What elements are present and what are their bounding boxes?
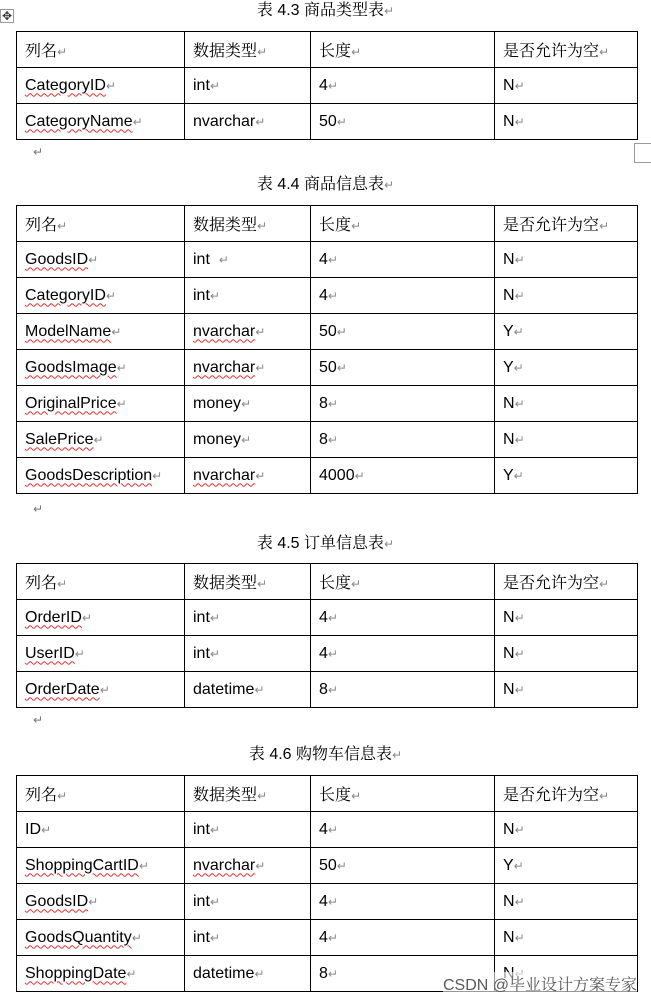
table-row: [17, 242, 638, 278]
caption-table-4-6: [0, 745, 651, 765]
table-4-6: [16, 775, 638, 992]
table-cell[interactable]: GoodsID↵: [17, 242, 185, 278]
table-cell[interactable]: 50↵: [311, 314, 495, 350]
table-cell[interactable]: nvarchar↵: [185, 458, 311, 494]
table-cell[interactable]: UserID↵: [17, 636, 185, 672]
table-cell[interactable]: N↵: [495, 884, 638, 920]
header-cell[interactable]: 列名↵: [17, 564, 185, 600]
header-cell[interactable]: 长度↵: [311, 206, 495, 242]
header-cell[interactable]: 数据类型↵: [185, 564, 311, 600]
table-cell[interactable]: GoodsID↵: [17, 884, 185, 920]
table-row: [17, 458, 638, 494]
paragraph-mark: ↵: [384, 178, 395, 192]
table-cell[interactable]: 8↵: [311, 386, 495, 422]
table-cell[interactable]: OrderDate↵: [17, 672, 185, 708]
table-cell[interactable]: nvarchar↵: [185, 104, 311, 140]
header-cell[interactable]: 数据类型↵: [185, 206, 311, 242]
table-cell[interactable]: 4↵: [311, 600, 495, 636]
table-cell[interactable]: OrderID↵: [17, 600, 185, 636]
table-cell[interactable]: N↵: [495, 278, 638, 314]
header-cell[interactable]: 是否允许为空↵: [495, 776, 638, 812]
table-header-row: [17, 206, 638, 242]
table-header-row: [17, 32, 638, 68]
header-cell[interactable]: 是否允许为空↵: [495, 32, 638, 68]
table-cell[interactable]: ShoppingDate↵: [17, 956, 185, 992]
table-cell[interactable]: N↵: [495, 600, 638, 636]
table-cell[interactable]: 4↵: [311, 278, 495, 314]
caption-text: 表 4.6 购物车信息表: [248, 746, 393, 763]
table-cell[interactable]: int↵: [185, 600, 311, 636]
table-cell[interactable]: N↵: [495, 68, 638, 104]
table-cell[interactable]: N↵: [495, 672, 638, 708]
table-cell[interactable]: Y↵: [495, 350, 638, 386]
end-of-row-marker: [634, 143, 651, 163]
caption-table-4-4: [0, 175, 651, 195]
table-cell[interactable]: nvarchar↵: [185, 848, 311, 884]
table-row: [17, 386, 638, 422]
table-cell[interactable]: SalePrice↵: [17, 422, 185, 458]
table-cell[interactable]: Y↵: [495, 848, 638, 884]
caption-text: 表 4.5 订单信息表: [256, 535, 385, 552]
table-4-3: [16, 31, 638, 140]
caption-text: 表 4.4 商品信息表: [256, 176, 385, 193]
table-row: [17, 848, 638, 884]
table-cell[interactable]: datetime↵: [185, 956, 311, 992]
table-cell[interactable]: 8↵: [311, 672, 495, 708]
table-cell[interactable]: 4↵: [311, 920, 495, 956]
table-cell[interactable]: int↵: [185, 812, 311, 848]
table-cell[interactable]: N↵: [495, 920, 638, 956]
watermark: CSDN @毕业设计方案专家: [443, 972, 637, 995]
table-cell[interactable]: 50↵: [311, 848, 495, 884]
header-cell[interactable]: 列名↵: [17, 206, 185, 242]
table-4-4: [16, 205, 638, 494]
table-cell[interactable]: 4000↵: [311, 458, 495, 494]
table-cell[interactable]: N↵: [495, 104, 638, 140]
table-cell[interactable]: ID↵: [17, 812, 185, 848]
table-row: [17, 636, 638, 672]
table-cell[interactable]: GoodsQuantity↵: [17, 920, 185, 956]
table-row: [17, 600, 638, 636]
table-cell[interactable]: CategoryID↵: [17, 68, 185, 104]
table-cell[interactable]: 8↵: [311, 956, 495, 992]
table-cell[interactable]: Y↵: [495, 458, 638, 494]
empty-paragraph: ↵: [33, 502, 44, 516]
table-cell[interactable]: 4↵: [311, 812, 495, 848]
table-cell[interactable]: CategoryName↵: [17, 104, 185, 140]
table-cell[interactable]: OriginalPrice↵: [17, 386, 185, 422]
table-row: [17, 422, 638, 458]
table-cell[interactable]: 50↵: [311, 104, 495, 140]
table-row: [17, 278, 638, 314]
table-row: [17, 314, 638, 350]
table-header-row: [17, 564, 638, 600]
empty-paragraph: ↵: [33, 713, 44, 727]
table-move-handle-icon[interactable]: ✥: [1, 9, 13, 23]
table-row: [17, 672, 638, 708]
caption-table-4-3: [0, 1, 651, 21]
table-cell[interactable]: 4↵: [311, 242, 495, 278]
table-cell[interactable]: nvarchar↵: [185, 350, 311, 386]
table-row: [17, 920, 638, 956]
table-cell[interactable]: 4↵: [311, 636, 495, 672]
table-row: [17, 68, 638, 104]
table-cell[interactable]: N↵: [495, 422, 638, 458]
table-cell[interactable]: ModelName↵: [17, 314, 185, 350]
table-cell[interactable]: 50↵: [311, 350, 495, 386]
table-cell[interactable]: N↵: [495, 812, 638, 848]
table-cell[interactable]: 4↵: [311, 68, 495, 104]
table-cell[interactable]: N↵: [495, 242, 638, 278]
table-cell[interactable]: ShoppingCartID↵: [17, 848, 185, 884]
paragraph-mark: ↵: [384, 537, 395, 551]
header-cell[interactable]: 数据类型↵: [185, 32, 311, 68]
empty-paragraph: ↵: [33, 145, 44, 159]
table-cell[interactable]: nvarchar↵: [185, 314, 311, 350]
table-row: [17, 884, 638, 920]
header-cell[interactable]: 是否允许为空↵: [495, 564, 638, 600]
table-cell[interactable]: Y↵: [495, 314, 638, 350]
header-cell[interactable]: 是否允许为空↵: [495, 206, 638, 242]
header-cell[interactable]: 长度↵: [311, 32, 495, 68]
table-row: [17, 350, 638, 386]
table-cell[interactable]: int↵: [185, 636, 311, 672]
table-row: [17, 104, 638, 140]
paragraph-mark: ↵: [392, 748, 403, 762]
table-cell[interactable]: N↵: [495, 386, 638, 422]
table-cell[interactable]: 4↵: [311, 884, 495, 920]
header-cell[interactable]: 长度↵: [311, 776, 495, 812]
table-cell[interactable]: GoodsImage↵: [17, 350, 185, 386]
table-row: [17, 812, 638, 848]
table-cell[interactable]: 8↵: [311, 422, 495, 458]
table-header-row: [17, 776, 638, 812]
header-cell[interactable]: 长度↵: [311, 564, 495, 600]
table-cell[interactable]: CategoryID↵: [17, 278, 185, 314]
table-cell[interactable]: int↵: [185, 278, 311, 314]
table-cell[interactable]: int↵: [185, 884, 311, 920]
header-cell[interactable]: 列名↵: [17, 32, 185, 68]
table-cell[interactable]: datetime↵: [185, 672, 311, 708]
table-cell[interactable]: N↵: [495, 636, 638, 672]
caption-table-4-5: [0, 534, 651, 554]
table-cell[interactable]: int↵: [185, 68, 311, 104]
table-cell[interactable]: int↵: [185, 920, 311, 956]
table-cell[interactable]: money↵: [185, 422, 311, 458]
caption-text: 表 4.3 商品类型表: [256, 2, 385, 19]
header-cell[interactable]: 数据类型↵: [185, 776, 311, 812]
table-cell[interactable]: GoodsDescription↵: [17, 458, 185, 494]
paragraph-mark: ↵: [384, 4, 395, 18]
header-cell[interactable]: 列名↵: [17, 776, 185, 812]
table-cell[interactable]: int ↵: [185, 242, 311, 278]
table-cell[interactable]: money↵: [185, 386, 311, 422]
table-4-5: [16, 563, 638, 708]
